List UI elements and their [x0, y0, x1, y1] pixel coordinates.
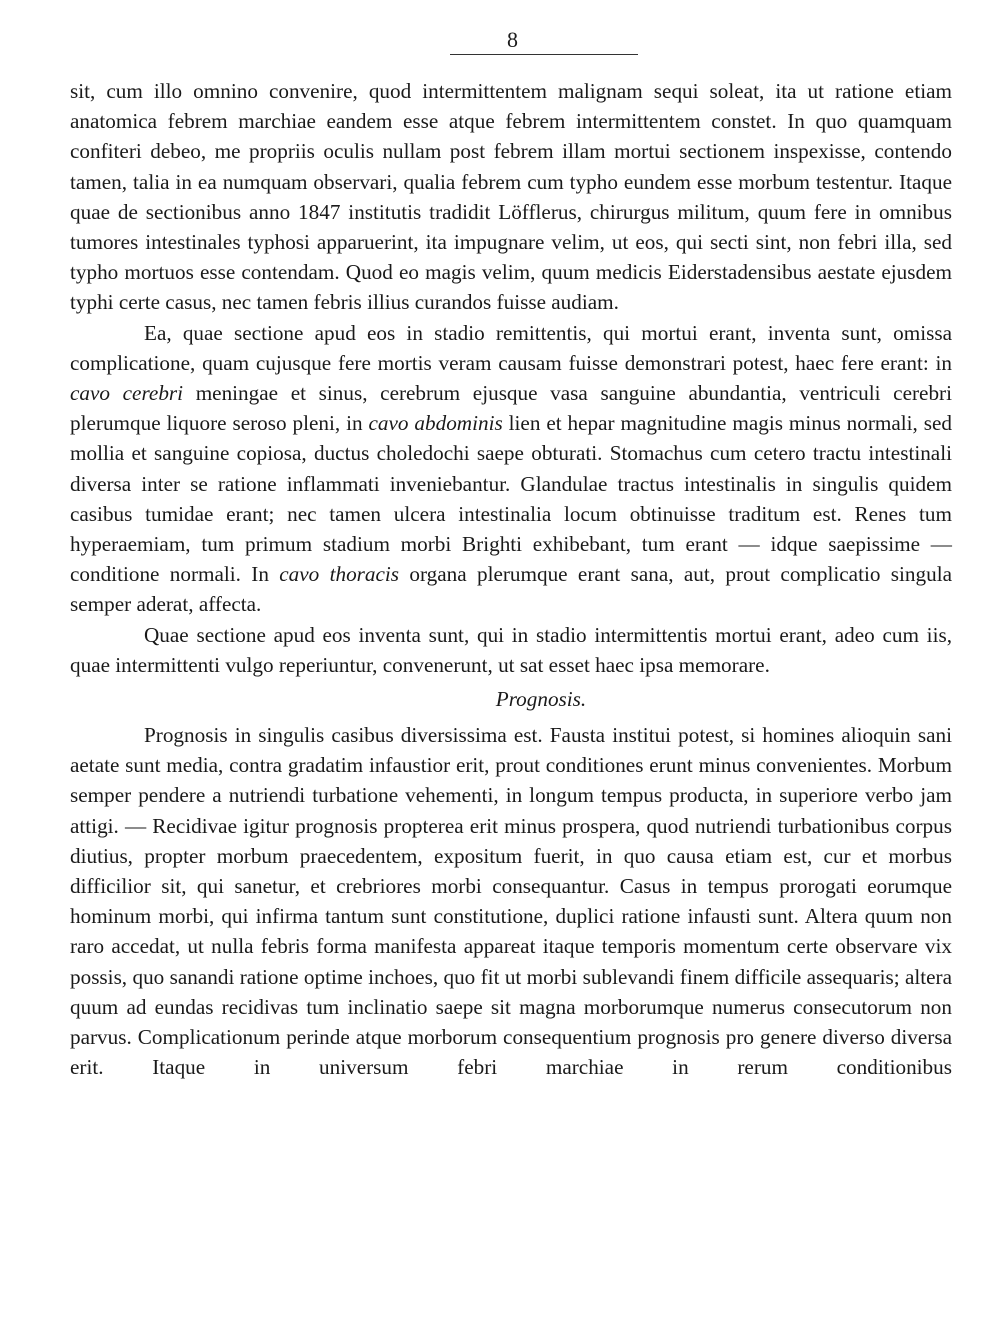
paragraph-2-part-2: meningae et sinus, cerebrum ejusque vasa sanguine abundantia, ventriculi cerebri plerumque liquore seroso pleni, in: [70, 381, 952, 436]
page-number: 8: [507, 27, 518, 52]
section-heading-prognosis: Prognosis.: [495, 687, 587, 712]
paragraph-2-italic-2: cavo abdominis: [368, 411, 503, 436]
paragraph-3: Quae sectione apud eos inventa sunt, qui in stadio intermittentis mortui erant, adeo cum iis, quae intermittenti vulgo reperiuntur, convenerunt, ut sat esset haec ipsa memorare.: [70, 622, 952, 677]
header-rule: [450, 54, 638, 55]
paragraph-1: sit, cum illo omnino convenire, quod intermittentem malignam sequi soleat, ita ut ratione etiam anatomica febrem marchiae eandem esse atque febrem intermittentem constet. In quo quamquam confiteri debeo, me propriis oculis nullam post febrem illam mortui sectionem inspexisse, contendo tamen, talia in ea numquam observari, qualia febrem cum typho eundem esse morbum testentur. Itaque quae de sectionibus anno 1847 institutis tradidit Löfflerus, chirurgus militum, quum fere in omnibus tumores intestinales typhosi apparuerint, ita impugnare velim, ut eos, qui secti sint, non febri illa, sed typho mortuos esse contendam. Quod eo magis velim, quum medicis Eiderstadensibus aestate ejusdem typhi certe casus, nec tamen febris illius curandos fuisse audiam.: [70, 79, 952, 315]
document-page: [70, 28, 952, 1083]
paragraph-2-italic-3: cavo thoracis: [279, 562, 400, 587]
page-header: [70, 28, 952, 62]
body-text: [70, 76, 952, 1083]
paragraph-4: Prognosis in singulis casibus diversissima est. Fausta institui potest, si homines alioquin sani aetate sunt media, contra gradatim infaustior erit, prout conditiones erunt minus convenientes. Morbum semper pendere a nutriendi turbatione vehementi, in longum tempus producta, in superiore verbo jam attigi. — Recidivae igitur prognosis propterea erit minus prospera, quod nutriendi turbationibus corpus diutius, propter morbum praecedentem, expositum fuerit, in quo causa etiam est, cur et morbus difficilior sit, qui sanetur, et crebriores morbi consequantur. Casus in tempus prorogati eorumque hominum morbi, qui infirma tantum sunt constitutione, duplici ratione infausti sunt. Altera quum non raro accedat, ut nulla febris forma manifesta appareat itaque temporis momentum certe observare vix possis, quo sanandi ratione optime inchoes, quo fit ut morbi sublevandi finem difficile assequaris; altera quum ad eundas recidivas tum inclinatio saepe sit magna morborumque numerus consecutorum non parvus. Complicationum perinde atque morborum consequentium prognosis pro genere diverso diversa erit. Itaque in universum febri marchiae in rerum conditionibus: [70, 723, 952, 1080]
paragraph-2-part-3: lien et hepar magnitudine magis minus normali, sed mollia et sanguine copiosa, ductus choledochi saepe obturati. Stomachus cum cetero tractu intestinali diversa inter se ratione inflammati inveniebantur. Glandulae tractus intestinalis in singulis quidem casibus tumidae erant; nec tamen ulcera intestinalia locum obtinuisse traditum est. Renes tum hyperaemiam, tum primum stadium morbi Brighti exhibebant, tum erant — idque saepissime — conditione normali. In: [70, 411, 952, 587]
paragraph-2-part-1: Ea, quae sectione apud eos in stadio remittentis, qui mortui erant, inventa sunt, omissa complicatione, quam cujusque fere mortis veram causam fuisse demonstrari potest, haec fere erant: in: [70, 320, 952, 375]
paragraph-2-italic-1: cavo cerebri: [70, 381, 184, 406]
paragraph-2: [70, 318, 952, 620]
paragraph-2-part-4: organa plerumque erant sana, aut, prout complicatio singula semper aderat, affecta.: [70, 562, 952, 617]
